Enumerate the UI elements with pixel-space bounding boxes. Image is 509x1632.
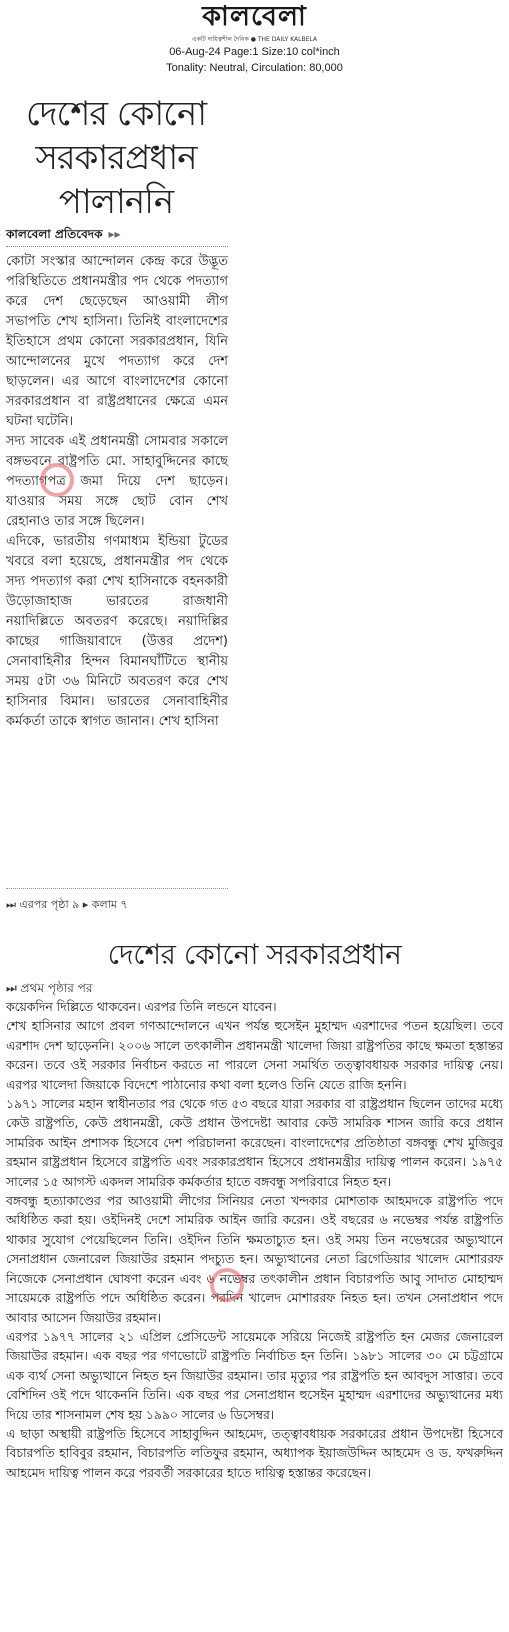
article2-paragraph: এ ছাড়া অস্থায়ী রাষ্ট্রপতি হিসেবে সাহাবুদ্দিন আহমেদ, তত্ত্বাবধায়ক সরকারের প্রধান উপদেষ্টা হিসেবে বিচারপতি হাবিবুর রহমান, বিচারপতি লতিফুর রহমান, অধ্যাপক ইয়াজউদ্দিন আহমেদ ও ড. ফখরুদ্দিন আহমেদ দায়িত্ব পালন করে পরবর্তী সরকারের হাতে দায়িত্ব হস্তান্তর করেছেন।	[6, 1426, 503, 1480]
article2-continued-from	[6, 980, 92, 1000]
continued-from-text: প্রথম পৃষ্ঠার পর	[20, 981, 93, 995]
double-chevron-right-icon: ▸▸	[108, 227, 121, 241]
article1-body	[6, 252, 228, 732]
article1-continued	[6, 896, 128, 915]
skip-forward-icon: ⏭	[6, 898, 20, 911]
clipping-meta-date-size: 06-Aug-24 Page:1 Size:10 col*inch	[169, 46, 340, 58]
article1-paragraph: কোটা সংস্কার আন্দোলন কেন্দ্র করে উদ্ভূত পরিস্থিতিতে প্রধানমন্ত্রীর পদ থেকে পদত্যাগ করে দেশ ছেড়েছেন আওয়ামী লীগ সভাপতি শেখ হাসিনা। তিনিই বাংলাদেশের ইতিহাসে প্রথম কোনো সরকারপ্রধান, যিনি আন্দোলনের মুখে পদত্যাগ করে দেশ ছাড়লেন। এর আগে বাংলাদেশের কোনো সরকারপ্রধান বা রাষ্ট্রপ্রধানের ক্ষেত্রে এমন ঘটনা ঘটেনি।	[6, 254, 228, 429]
clipping-meta-tonality: Tonality: Neutral, Circulation: 80,000	[166, 62, 343, 74]
article1-end-divider	[6, 888, 228, 889]
skip-forward-icon: ⏭	[6, 981, 21, 995]
article1-paragraph: সদ্য সাবেক এই প্রধানমন্ত্রী সোমবার সকালে বঙ্গভবনে রাষ্ট্রপতি মো. সাহাবুদ্দিনের কাছে পদত্যাগপত্র জমা দিয়ে দেশ ছাড়েন। যাওয়ার সময় সঙ্গে ছোট বোন শেখ রেহানাও তার সঙ্গে ছিলেন।	[6, 434, 228, 529]
article1-headline: দেশের কোনো সরকারপ্রধান পালাননি	[25, 94, 207, 222]
newspaper-logo: কালবেলা	[202, 1, 307, 32]
article1-paragraph: এদিকে, ভারতীয় গণমাধ্যম ইন্ডিয়া টুডের খবরে বলা হয়েছে, প্রধানমন্ত্রীর পদ থেকে সদ্য পদত্যাগ করা শেখ হাসিনাকে বহনকারী উড়োজাহাজ ভারতের রাজধানী নয়াদিল্লিতে অবতরণ করেছে। নয়াদিল্লির কাছের গাজিয়াবাদে (উত্তর প্রদেশ) সেনাবাহিনীর হিন্দন বিমানঘাঁটিতে স্থানীয় সময় ৫টা ৩৬ মিনিটে অবতরণ করে শেখ হাসিনার বিমান। ভারতের সেনাবাহিনীর কর্মকর্তা তাকে স্বাগত জানান। শেখ হাসিনা	[6, 534, 228, 729]
article1-byline	[6, 226, 121, 246]
article2-paragraph: শেখ হাসিনার আগে প্রবল গণআন্দোলনে এখন পর্যন্ত হুসেইন মুহাম্মদ এরশাদের পতন হয়েছিল। তবে এরশাদ দেশ ছাড়েননি। ২০০৬ সালে তৎকালীন প্রধানমন্ত্রী খালেদা জিয়া রাষ্ট্রপতির কাছে ক্ষমতা হস্তান্তর করেন। তবে ওই সরকার নির্বাচন করতে না পারলে সেনা সমর্থিত তত্ত্বাবধায়ক সরকার দায়িত্ব নেয়। এরপর খালেদা জিয়াকে বিদেশে পাঠানোর কথা বলা হলেও তিনি যেতে রাজি হননি।	[6, 1019, 503, 1092]
newspaper-tagline: একটি দায়িত্বশীল দৈনিক ● THE DAILY KALBELA	[192, 36, 317, 43]
article2-paragraph: বঙ্গবন্ধু হত্যাকাণ্ডের পর আওয়ামী লীগের সিনিয়র নেতা খন্দকার মোশতাক আহমদকে রাষ্ট্রপতি পদে অধিষ্ঠিত করা হয়। ওইদিনই দেশে সামরিক আইন জারি করেন। ওই বছরের ৬ নভেম্বর পর্যন্ত রাষ্ট্রপতি থাকার সুযোগ পেয়েছিলেন তিনি। ওইদিন তিনি ক্ষমতাচ্যুত হন। ওই সময় তিন নভেম্বরের অভ্যুত্থানে সেনাপ্রধান জেনারেল জিয়াউর রহমান পদচ্যুত হন। অভ্যুত্থানের নেতা ব্রিগেডিয়ার খালেদ মোশাররফ নিজেকে সেনাপ্রধান ঘোষণা করেন এবং ৬ নভেম্বর তৎকালীন প্রধান বিচারপতি আবু সাদাত মোহাম্মদ সায়েমকে রাষ্ট্রপতি পদে অধিষ্ঠিত করেন। পরদিন খালেদ মোশাররফ নিহত হন। তখন সেনাপ্রধান পদে আবার আসেন জিয়াউর রহমান।	[6, 1194, 503, 1325]
article2-paragraph: এরপর ১৯৭৭ সালের ২১ এপ্রিল প্রেসিডেন্ট সায়েমকে সরিয়ে নিজেই রাষ্ট্রপতি হন মেজর জেনারেল জিয়াউর রহমান। এক বছর পর গণভোটে রাষ্ট্রপতি নির্বাচিত হন তিনি। ১৯৮১ সালের ৩০ মে চট্টগ্রামে এক ব্যর্থ সেনা অভ্যুত্থানে নিহত হন জিয়াউর রহমান। তার মৃত্যুর পর রাষ্ট্রপতি হন আবদুস সাত্তার। তবে বেশিদিন ওই পদে থাকেননি তিনি। এক বছর পর সেনাপ্রধান হুসেইন মুহাম্মদ এরশাদের অভ্যুত্থানের মধ্য দিয়ে তার শাসনামল শেষ হয় ১৯৯০ সালের ৬ ডিসেম্বর।	[6, 1329, 503, 1422]
article2-paragraph: কয়েকদিন দিল্লিতে থাকবেন। এরপর তিনি লন্ডনে যাবেন।	[6, 1000, 277, 1014]
continued-text: এরপর পৃষ্ঠা ৯ ▸ কলাম ৭	[19, 898, 128, 911]
article2-headline: দেশের কোনো সরকারপ্রধান	[107, 938, 402, 971]
article2-paragraph: ১৯৭১ সালের মহান স্বাধীনতার পর থেকে গত ৫৩ বছরে যারা সরকার বা রাষ্ট্রপ্রধান ছিলেন তাদের মধ্যে কেউ রাষ্ট্রপতি, কেউ প্রধানমন্ত্রী, কেউ প্রধান উপদেষ্টা আবার কেউ সামরিক শাসন জারি করে প্রধান সামরিক আইন প্রশাসক হিসেবে দেশ পরিচালনা করেছেন। বাংলাদেশের প্রতিষ্ঠাতা বঙ্গবন্ধু শেখ মুজিবুর রহমান রাষ্ট্রপ্রধান হিসেবে রাষ্ট্রপতি এবং সরকারপ্রধান হিসেবে প্রধানমন্ত্রীর দায়িত্ব পালন করেন। ১৯৭৫ সালের ১৫ আগস্ট একদল সামরিক কর্মকর্তার হাতে বঙ্গবন্ধু সপরিবারে নিহত হন।	[6, 1097, 503, 1189]
article2-body	[6, 998, 503, 1483]
byline-text: কালবেলা প্রতিবেদক	[6, 227, 103, 241]
byline-divider	[6, 246, 228, 247]
